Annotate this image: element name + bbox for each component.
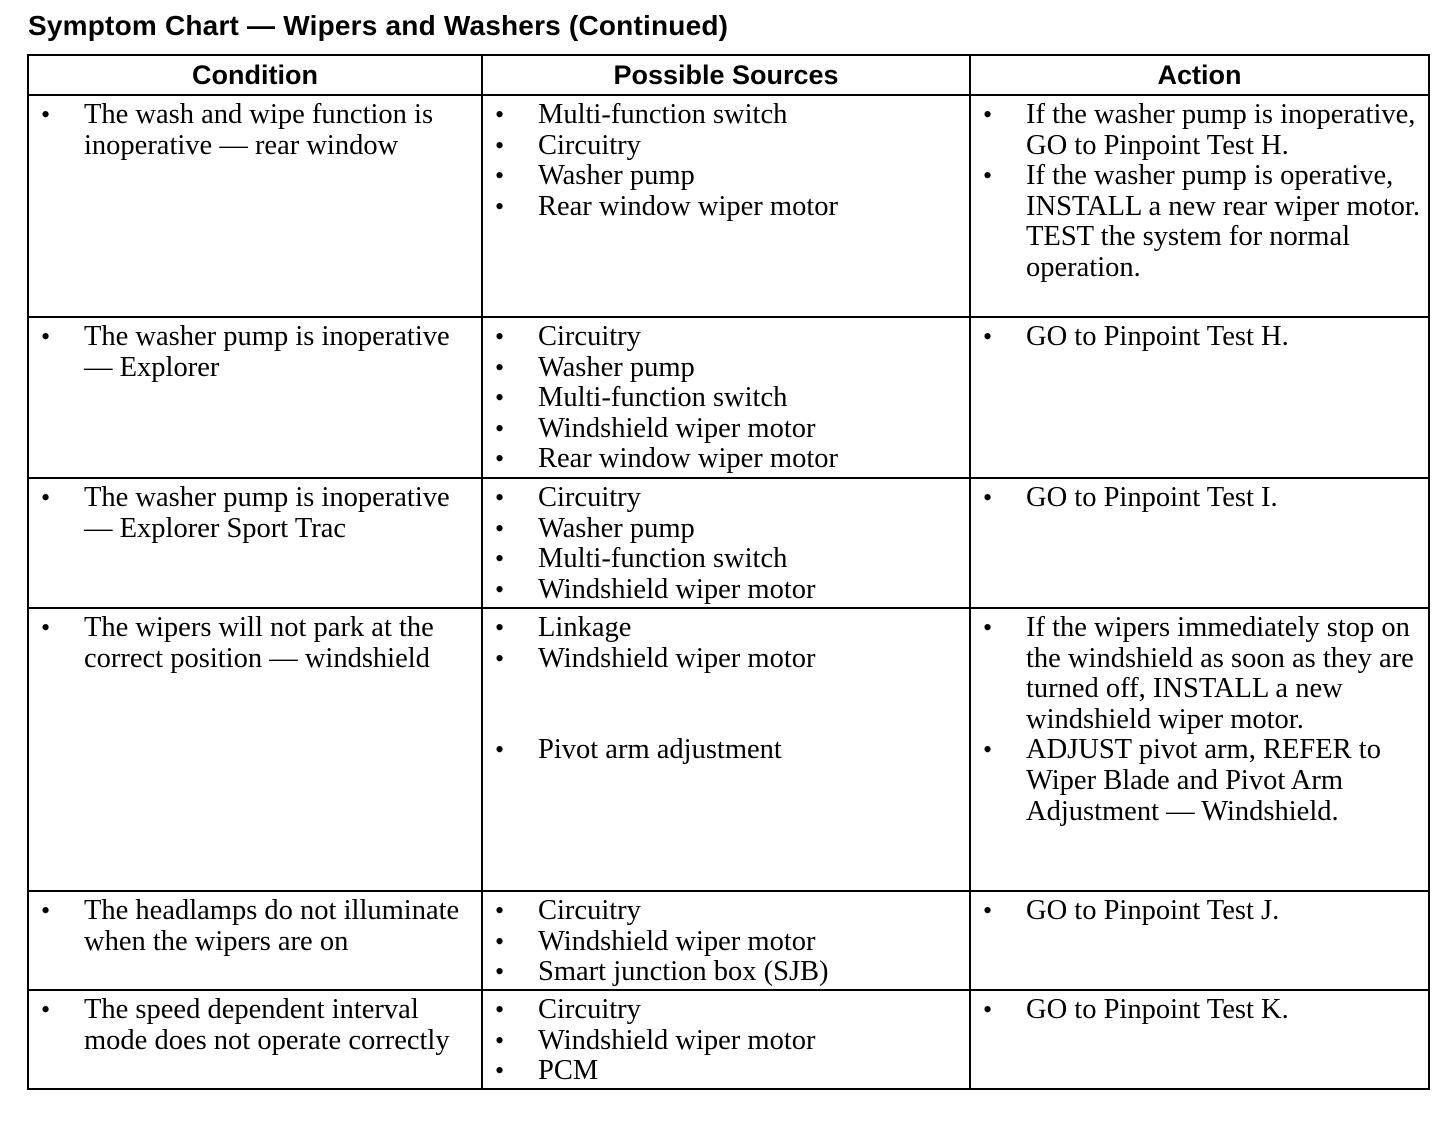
sources-cell <box>482 891 970 990</box>
symptom-chart-table <box>27 54 1430 1090</box>
action-cell <box>970 95 1429 317</box>
source-item: • Rear window wiper motor <box>483 444 969 475</box>
action-item: • GO to Pinpoint Test J. <box>971 896 1428 927</box>
source-item: • Smart junction box (SJB) <box>483 957 969 988</box>
source-item: • Circuitry <box>483 483 969 514</box>
condition-item: • The wipers will not park at the correct position — windshield <box>29 613 481 674</box>
source-item: • Windshield wiper motor <box>483 414 969 445</box>
source-item: • Rear window wiper motor <box>483 192 969 223</box>
table-row <box>28 95 1429 317</box>
source-item: • Washer pump <box>483 514 969 545</box>
table-row <box>28 317 1429 478</box>
action-item: • GO to Pinpoint Test I. <box>971 483 1428 514</box>
source-item: • Linkage <box>483 613 969 644</box>
sources-cell <box>482 95 970 317</box>
table-row <box>28 478 1429 608</box>
action-cell <box>970 990 1429 1089</box>
action-item: • If the washer pump is operative, INSTALL a new rear wiper motor. TEST the system for normal operation. <box>971 161 1428 283</box>
action-cell <box>970 891 1429 990</box>
source-item: • Washer pump <box>483 161 969 192</box>
source-item: • Multi-function switch <box>483 383 969 414</box>
spacer <box>483 674 969 735</box>
condition-item: • The headlamps do not illuminate when the wipers are on <box>29 896 481 957</box>
source-item: • Washer pump <box>483 353 969 384</box>
source-item: • Multi-function switch <box>483 544 969 575</box>
table-row <box>28 990 1429 1089</box>
action-item: • ADJUST pivot arm, REFER to Wiper Blade and Pivot Arm Adjustment — Windshield. <box>971 735 1428 827</box>
condition-cell <box>28 891 482 990</box>
condition-item: • The washer pump is inoperative — Explorer Sport Trac <box>29 483 481 544</box>
sources-cell <box>482 990 970 1089</box>
condition-cell <box>28 990 482 1089</box>
source-item: • Multi-function switch <box>483 100 969 131</box>
action-cell <box>970 608 1429 891</box>
page-title: Symptom Chart — Wipers and Washers (Continued) <box>28 10 729 41</box>
source-item: • Windshield wiper motor <box>483 644 969 675</box>
action-item: • GO to Pinpoint Test H. <box>971 322 1428 353</box>
sources-cell <box>482 317 970 478</box>
condition-item: • The washer pump is inoperative — Explorer <box>29 322 481 383</box>
condition-item: • The wash and wipe function is inoperative — rear window <box>29 100 481 161</box>
source-item: • Windshield wiper motor <box>483 927 969 958</box>
condition-cell <box>28 95 482 317</box>
sources-cell <box>482 478 970 608</box>
action-item: • If the wipers immediately stop on the windshield as soon as they are turned off, INSTALL a new windshield wiper motor. <box>971 613 1428 735</box>
action-item: • GO to Pinpoint Test K. <box>971 995 1428 1026</box>
source-item: • Pivot arm adjustment <box>483 735 969 766</box>
table-row <box>28 891 1429 990</box>
source-item: • Circuitry <box>483 131 969 162</box>
action-item: • If the washer pump is inoperative, GO to Pinpoint Test H. <box>971 100 1428 161</box>
header-row <box>28 55 1429 95</box>
column-header-sources: Possible Sources <box>482 55 970 95</box>
column-header-condition: Condition <box>28 55 482 95</box>
condition-cell <box>28 317 482 478</box>
condition-cell <box>28 478 482 608</box>
column-header-action: Action <box>970 55 1429 95</box>
condition-item: • The speed dependent interval mode does not operate correctly <box>29 995 481 1056</box>
source-item: • Circuitry <box>483 322 969 353</box>
source-item: • Windshield wiper motor <box>483 1026 969 1057</box>
table-row <box>28 608 1429 891</box>
source-item: • Windshield wiper motor <box>483 575 969 606</box>
sources-cell <box>482 608 970 891</box>
source-item: • PCM <box>483 1056 969 1087</box>
source-item: • Circuitry <box>483 995 969 1026</box>
source-item: • Circuitry <box>483 896 969 927</box>
condition-cell <box>28 608 482 891</box>
action-cell <box>970 317 1429 478</box>
action-cell <box>970 478 1429 608</box>
